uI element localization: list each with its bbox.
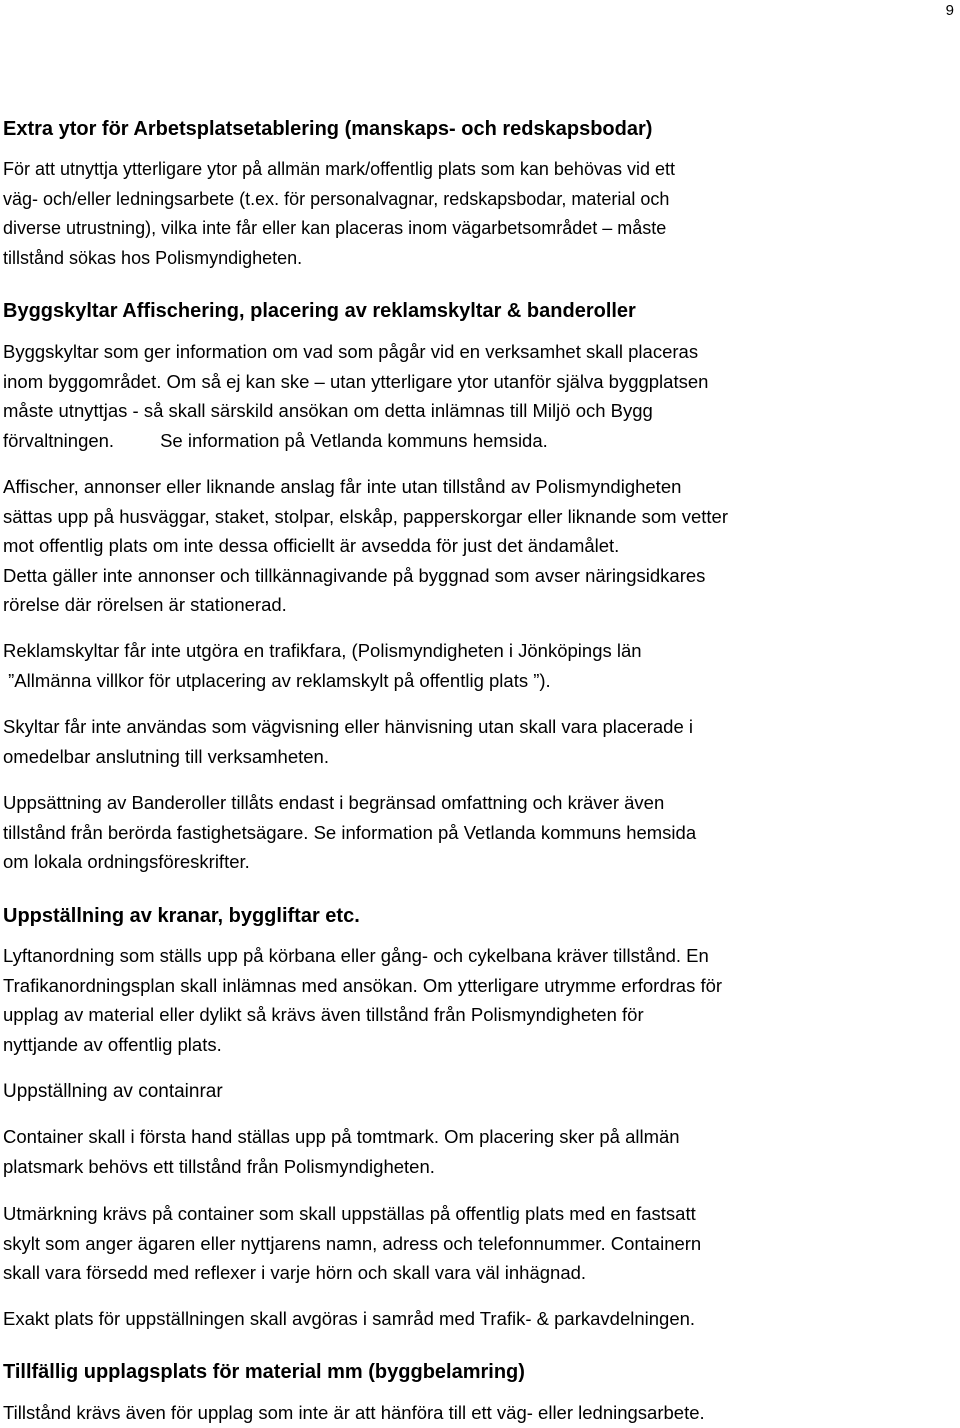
paragraph-byggskyltar xyxy=(3,337,943,455)
text-line: Exakt plats för uppställningen skall avgöras i samråd med Trafik- & parkavdelningen. xyxy=(3,1308,696,1329)
text-line: Lyftanordning som ställs upp på körbana eller gång- och cykelbana kräver tillstånd. En xyxy=(3,945,709,966)
heading-byggskyltar: Byggskyltar Affischering, placering av reklamskyltar & banderoller xyxy=(3,300,636,322)
page-number: 9 xyxy=(945,2,954,19)
text-line: Byggskyltar som ger information om vad som pågår vid en verksamhet skall placeras xyxy=(3,341,699,362)
text-line: mot offentlig plats om inte dessa officiellt är avsedda för just det ändamålet. xyxy=(3,535,620,556)
text-line: om lokala ordningsföreskrifter. xyxy=(3,851,250,872)
text-line: sättas upp på husväggar, staket, stolpar, elskåp, papperskorgar eller liknande som vetter xyxy=(3,505,728,527)
hemsida-reference: Se information på Vetlanda kommuns hemsida. xyxy=(160,429,548,451)
paragraph-containrar-3 xyxy=(3,1304,943,1334)
text-line: Utmärkning krävs på container som skall uppställas på offentlig plats med en fastsatt xyxy=(3,1203,696,1224)
text-line: skall vara försedd med reflexer i varje hörn och skall vara väl inhägnad. xyxy=(3,1262,587,1283)
text-line: Skyltar får inte användas som vägvisning eller hänvisning utan skall vara placerade i xyxy=(3,716,694,737)
text-line: Reklamskyltar får inte utgöra en trafikfara, (Polismyndigheten i Jönköpings län xyxy=(3,640,642,661)
text-line: nyttjande av offentlig plats. xyxy=(3,1033,222,1055)
text-line: omedelbar anslutning till verksamheten. xyxy=(3,745,329,767)
text-line: platsmark behövs ett tillstånd från Polismyndigheten. xyxy=(3,1155,435,1177)
text-line: Affischer, annonser eller liknande anslag får inte utan tillstånd av Polismyndigheten xyxy=(3,476,682,497)
heading-kranar: Uppställning av kranar, byggliftar etc. xyxy=(3,905,360,927)
text-line: tillstånd från berörda fastighetsägare. Se information på Vetlanda kommuns hemsida xyxy=(3,821,697,843)
heading-extra-ytor: Extra ytor för Arbetsplatsetablering (manskaps- och redskapsbodar) xyxy=(3,118,653,140)
text-line: tillstånd sökas hos Polismyndigheten. xyxy=(3,247,303,268)
text-line: Uppsättning av Banderoller tillåts endast i begränsad omfattning och kräver även xyxy=(3,792,665,813)
text-line: måste utnyttjas - så skall särskild ansökan om detta inlämnas till Miljö och Bygg xyxy=(3,400,653,421)
paragraph-reklamskyltar xyxy=(3,636,943,695)
text-line xyxy=(3,426,943,456)
text-line: upplag av material eller dylikt så krävs även tillstånd från Polismyndigheten för xyxy=(3,1004,644,1025)
paragraph-extra-ytor xyxy=(3,155,943,273)
paragraph-skyltar xyxy=(3,712,943,771)
text-line: ”Allmänna villkor för utplacering av reklamskylt på offentlig plats ”). xyxy=(3,669,551,691)
text-line: Container skall i första hand ställas upp på tomtmark. Om placering sker på allmän xyxy=(3,1126,680,1147)
text-line: Trafikanordningsplan skall inlämnas med ansökan. Om ytterligare utrymme erfordras för xyxy=(3,974,723,996)
paragraph-kranar xyxy=(3,941,943,1059)
text-line: rörelse där rörelsen är stationerad. xyxy=(3,594,287,615)
text-line: diverse utrustning), vilka inte får eller kan placeras inom vägarbetsområdet – måste xyxy=(3,218,667,238)
text-fragment: förvaltningen. xyxy=(3,429,115,451)
text-line: För att utnyttja ytterligare ytor på allmän mark/offentlig plats som kan behövas vid ett xyxy=(3,159,675,179)
paragraph-upplagsplats xyxy=(3,1398,943,1428)
paragraph-banderoller xyxy=(3,788,943,877)
heading-upplagsplats: Tillfällig upplagsplats för material mm (byggbelamring) xyxy=(3,1361,525,1383)
text-line: Tillstånd krävs även för upplag som inte är att hänföra till ett väg- eller ledningsarbete. xyxy=(3,1402,705,1423)
text-line: inom byggområdet. Om så ej kan ske – utan ytterligare ytor utanför själva byggplatsen xyxy=(3,370,709,392)
text-line: väg- och/eller ledningsarbete (t.ex. för personalvagnar, redskapsbodar, material och xyxy=(3,188,670,209)
paragraph-affischer xyxy=(3,472,943,620)
text-line: Detta gäller inte annonser och tillkännagivande på byggnad som avser näringsidkares xyxy=(3,564,706,586)
paragraph-containrar-2 xyxy=(3,1199,943,1288)
paragraph-containrar-1 xyxy=(3,1122,943,1181)
heading-containrar: Uppställning av containrar xyxy=(3,1081,223,1102)
text-line: skylt som anger ägaren eller nyttjarens namn, adress och telefonnummer. Containern xyxy=(3,1232,702,1254)
